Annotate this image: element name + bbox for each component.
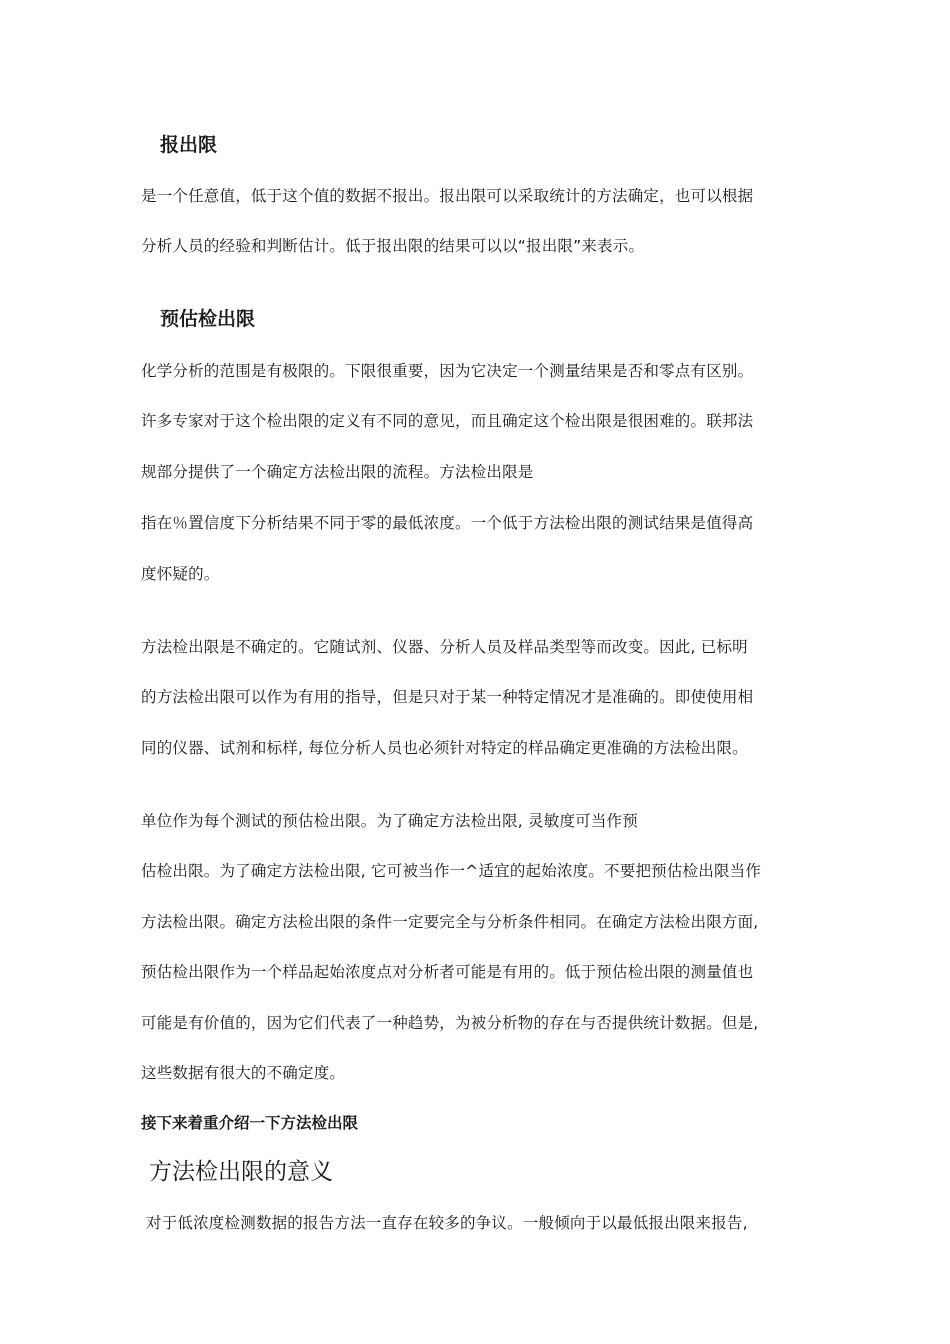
heading-report-limit: 报出限 (160, 134, 218, 156)
heading-estimated-detection-limit: 预估检出限 (160, 308, 256, 330)
text-line: 同的仪器、试剂和标样, 每位分析人员也必须针对特定的样品确定更准确的方法检出限。 (141, 739, 748, 757)
text-line: 是一个任意值，低于这个值的数据不报出。报出限可以采取统计的方法确定，也可以根据 (141, 187, 754, 205)
text-line: 分析人员的经验和判断估计。低于报出限的结果可以以“报出限”来表示。 (141, 237, 645, 255)
text-line: 这些数据有很大的不确定度。 (141, 1064, 346, 1082)
text-line: 方法检出限。确定方法检出限的条件一定要完全与分析条件相同。在确定方法检出限方面, (141, 913, 759, 931)
text-line: 单位作为每个测试的预估检出限。为了确定方法检出限, 灵敏度可当作预 (141, 812, 638, 830)
text-line: 化学分析的范围是有极限的。下限很重要，因为它决定一个测量结果是否和零点有区别。 (141, 362, 754, 380)
text-line: 度怀疑的。 (141, 565, 220, 583)
text-line: 的方法检出限可以作为有用的指导，但是只对于某一种特定情况才是准确的。即使使用相 (141, 688, 754, 706)
text-line: 规部分提供了一个确定方法检出限的流程。方法检出限是 (141, 463, 534, 481)
text-line: 许多专家对于这个检出限的定义有不同的意见，而且确定这个检出限是很困难的。联邦法 (141, 412, 754, 430)
text-line: 对于低浓度检测数据的报告方法一直存在较多的争议。一般倾向于以最低报出限来报告, (146, 1214, 748, 1232)
text-line: 方法检出限是不确定的。它随试剂、仪器、分析人员及样品类型等而改变。因此, 已标明 (141, 638, 748, 656)
text-line: 预估检出限作为一个样品起始浓度点对分析者可能是有用的。低于预估检出限的测量值也 (141, 963, 754, 981)
text-line: 可能是有价值的，因为它们代表了一种趋势，为被分析物的存在与否提供统计数据。但是, (141, 1014, 759, 1032)
text-line: 估检出限。为了确定方法检出限, 它可被当作一^适宜的起始浓度。不要把预估检出限当作 (141, 862, 762, 880)
text-line: 指在％置信度下分析结果不同于零的最低浓度。一个低于方法检出限的测试结果是值得高 (141, 514, 754, 532)
transition-heading: 接下来着重介绍一下方法检出限 (141, 1114, 359, 1132)
heading-method-detection-limit-meaning: 方法检出限的意义 (149, 1159, 333, 1185)
